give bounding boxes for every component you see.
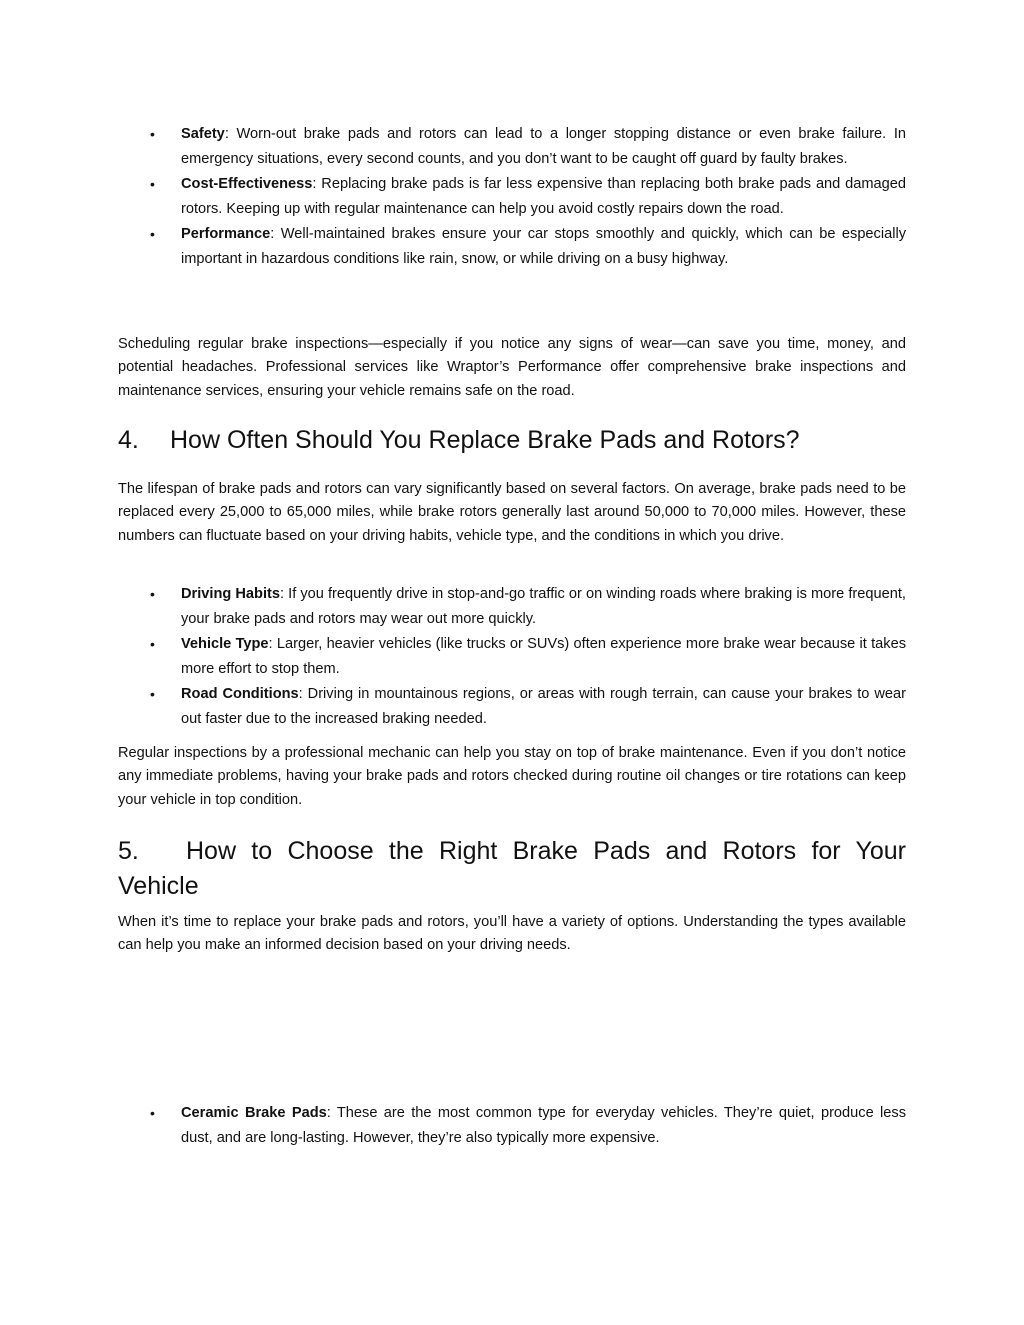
section-4-outro: Regular inspections by a professional mechanic can help you stay on top of brake maintenance. Even if you don’t notice any immediate problems, having your brake pads and rotors checked during routine oil changes or tire rotations can keep your vehicle in top condition. <box>118 745 906 808</box>
list-item-text: : Replacing brake pads is far less expensive than replacing both brake pads and damaged rotors. Keeping up with regular maintenance can help you avoid costly repairs down the road. <box>181 176 906 217</box>
list-item <box>118 172 906 222</box>
scheduling-paragraph: Scheduling regular brake inspections—especially if you notice any signs of wear—can save you time, money, and potential headaches. Professional services like Wraptor’s Performance offer comprehensive brake inspections and maintenance services, ensuring your vehicle remains safe on the road. <box>118 336 906 399</box>
pad-types-list <box>118 1101 906 1151</box>
list-item <box>118 682 906 732</box>
section-5-intro-block <box>118 911 906 958</box>
list-item-term: Cost-Effectiveness <box>181 176 313 192</box>
section-5-title: How to Choose the Right Brake Pads and Rotors for Your Vehicle <box>118 837 906 900</box>
bullet-icon: • <box>150 126 155 142</box>
list-item-term: Road Conditions <box>181 686 299 702</box>
section-4-list-block <box>118 582 906 732</box>
section-4-intro: The lifespan of brake pads and rotors can vary significantly based on several factors. On average, brake pads need to be replaced every 25,000 to 65,000 miles, while brake rotors generally last around 50,000 to 70,000 miles. However, these numbers can fluctuate based on your driving habits, vehicle type, and the conditions in which you drive. <box>118 481 906 544</box>
list-item-text: : These are the most common type for everyday vehicles. They’re quiet, produce less dust, and are long-lasting. However, they’re also typically more expensive. <box>181 1105 906 1146</box>
list-item <box>118 632 906 682</box>
section-4-heading <box>118 423 906 458</box>
bullet-icon: • <box>150 586 155 602</box>
list-item-term: Ceramic Brake Pads <box>181 1105 327 1121</box>
list-item <box>118 122 906 172</box>
benefits-list-block <box>118 122 906 272</box>
section-5-intro: When it’s time to replace your brake pads and rotors, you’ll have a variety of options. Understanding the types available can help you make an informed decision based on your driving needs. <box>118 914 906 954</box>
section-4-title: How Often Should You Replace Brake Pads and Rotors? <box>170 426 800 454</box>
list-item-term: Driving Habits <box>181 586 280 602</box>
bullet-icon: • <box>150 1105 155 1121</box>
list-item-text: : Driving in mountainous regions, or areas with rough terrain, can cause your brakes to wear out faster due to the increased braking needed. <box>181 686 906 727</box>
section-4-number: 4. <box>118 426 139 454</box>
list-item <box>118 582 906 632</box>
bullet-icon: • <box>150 636 155 652</box>
section-4-heading-block <box>118 423 906 458</box>
scheduling-paragraph-block <box>118 333 906 403</box>
bullet-icon: • <box>150 176 155 192</box>
list-item-text: : Larger, heavier vehicles (like trucks or SUVs) often experience more brake wear because it takes more effort to stop them. <box>181 636 906 677</box>
factors-list <box>118 582 906 732</box>
list-item-text: : Worn-out brake pads and rotors can lead to a longer stopping distance or even brake failure. In emergency situations, every second counts, and you don’t want to be caught off guard by faulty brakes. <box>181 126 906 167</box>
section-5-number: 5. <box>118 837 139 865</box>
section-4-outro-block <box>118 742 906 812</box>
list-item-term: Safety <box>181 126 225 142</box>
bullet-icon: • <box>150 226 155 242</box>
list-item-text: : If you frequently drive in stop-and-go traffic or on winding roads where braking is more frequent, your brake pads and rotors may wear out more quickly. <box>181 586 906 627</box>
list-item <box>118 222 906 272</box>
list-item-text: : Well-maintained brakes ensure your car stops smoothly and quickly, which can be especially important in hazardous conditions like rain, snow, or while driving on a busy highway. <box>181 226 906 267</box>
list-item-term: Performance <box>181 226 271 242</box>
section-5-heading-block <box>118 834 906 904</box>
list-item-term: Vehicle Type <box>181 636 269 652</box>
benefits-list <box>118 122 906 272</box>
section-5-list-block <box>118 1101 906 1151</box>
bullet-icon: • <box>150 686 155 702</box>
list-item <box>118 1101 906 1151</box>
section-5-heading <box>118 834 906 904</box>
section-4-intro-block <box>118 478 906 548</box>
